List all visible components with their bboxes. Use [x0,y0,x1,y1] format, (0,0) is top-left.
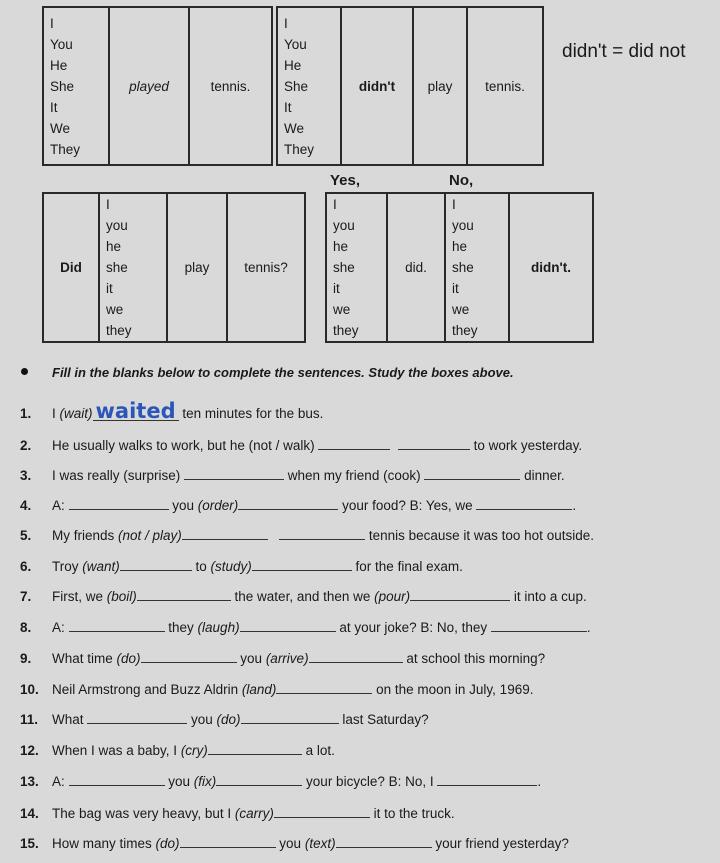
answer-blank[interactable] [318,437,390,450]
answer-blank[interactable] [240,619,336,632]
question-13: 13. A: you (fix) your bicycle? B: No, I . [20,774,542,789]
question-6: 6. Troy (want) to (study) for the final exam. [20,559,463,574]
question-14: 14. The bag was very heavy, but I (carry) it to the truck. [20,806,455,821]
pronoun: they [106,323,132,338]
pronoun: It [50,99,58,115]
pronoun: It [284,99,292,115]
no-pronoun-list [445,193,509,342]
instruction: Fill in the blanks below to complete the sentences. Study the boxes above. [52,365,514,380]
pronoun: she [333,260,355,275]
yes-header: Yes, [330,172,361,189]
pronoun: you [106,218,128,233]
pronoun: you [452,218,474,233]
pronoun: She [284,78,309,94]
pronoun: I [50,15,54,31]
contraction-note: didn't = did not [562,41,686,62]
question-number: 9. [20,651,32,666]
answer-blank[interactable] [216,773,302,786]
answer-blank[interactable] [309,650,403,663]
answer-blank[interactable] [274,805,370,818]
answer-blank[interactable] [69,619,165,632]
verb-cell: play [167,193,227,342]
answer-blank[interactable] [476,497,572,510]
question-number: 5. [20,528,32,543]
pronoun: we [452,302,470,317]
pronoun: they [333,323,359,338]
question-number: 3. [20,468,32,483]
pronoun: We [50,120,71,136]
question-number: 7. [20,589,32,604]
pronoun: I [106,197,110,212]
yes-aux-cell: did. [387,193,445,342]
question-number: 4. [20,498,32,513]
answer-blank[interactable] [398,437,470,450]
pronoun: She [50,78,75,94]
aux-cell: didn't [341,7,413,165]
pronoun: I [333,197,337,212]
question-10: 10. Neil Armstrong and Buzz Aldrin (land) on the moon in July, 1969. [20,682,534,697]
question-9: 9. What time (do) you (arrive) at school this morning? [20,651,546,666]
question-15: 15. How many times (do) you (text) your friend yesterday? [20,836,569,851]
answer-blank[interactable] [137,588,231,601]
answer-blank[interactable] [208,742,302,755]
pronoun: we [333,302,351,317]
question-number: 2. [20,438,32,453]
question-number: 14. [20,806,39,821]
answer-blank[interactable] [69,773,165,786]
pronoun: he [106,239,122,254]
pronoun: I [452,197,456,212]
question-number: 12. [20,743,39,758]
question-12: 12. When I was a baby, I (cry) a lot. [20,743,335,758]
no-header: No, [449,172,474,189]
answer-blank[interactable] [87,711,187,724]
answer-blank[interactable] [252,558,352,571]
pronoun: it [106,281,113,296]
question-number: 8. [20,620,32,635]
question-4: 4. A: you (order) your food? B: Yes, we . [20,498,577,513]
object-cell: tennis. [467,7,543,165]
pronoun: I [284,15,288,31]
answer-blank[interactable] [424,467,520,480]
question-number: 13. [20,774,39,789]
yes-pronoun-list [326,193,387,342]
question-number: 15. [20,836,39,851]
object-cell: tennis. [189,7,272,165]
pronoun: They [50,141,81,157]
question-2: 2. He usually walks to work, but he (not / walk) to work yesterday. [20,438,583,453]
object-cell: tennis? [227,193,305,342]
pronoun: You [284,36,307,52]
answer-blank[interactable] [141,650,237,663]
answer-blank[interactable] [491,619,587,632]
short-answer-table [325,192,594,343]
answer-blank[interactable] [410,588,510,601]
pronoun: He [50,57,68,73]
pronoun-list [99,193,167,342]
answer-blank[interactable] [69,497,169,510]
pronoun: You [50,36,73,52]
pronoun: it [333,281,340,296]
question-11: 11. What you (do) last Saturday? [20,712,429,727]
question-table [42,192,306,343]
pronoun: He [284,57,302,73]
pronoun: you [333,218,355,233]
answer-blank[interactable] [182,527,268,540]
question-number: 1. [20,406,32,421]
answer-blank[interactable] [180,835,276,848]
answer-blank[interactable] [279,527,365,540]
bullet-icon [21,368,28,375]
pronoun-list [277,7,341,165]
pronoun-list [43,7,109,165]
question-3: 3. I was really (surprise) when my friend (cook) dinner. [20,468,565,483]
answer-blank[interactable] [276,681,372,694]
pronoun: it [452,281,459,296]
pronoun: he [452,239,468,254]
verb-cell: played [109,7,189,165]
pronoun: We [284,120,305,136]
answer-blank[interactable] [437,773,537,786]
answer-blank-filled[interactable]: waited [93,402,179,421]
pronoun: he [333,239,349,254]
answer-blank[interactable] [120,558,192,571]
question-7: 7. First, we (boil) the water, and then we (pour) it into a cup. [20,589,587,604]
question-1: 1. I (wait) waited ten minutes for the bus. [20,399,324,423]
question-number: 6. [20,559,32,574]
pronoun: she [452,260,474,275]
affirmative-table [42,6,273,166]
pronoun: she [106,260,128,275]
answer-blank[interactable] [184,467,284,480]
answer-blank[interactable] [238,497,338,510]
answer-blank[interactable] [336,835,432,848]
question-number: 11. [20,712,39,727]
question-8: 8. A: they (laugh) at your joke? B: No, they . [20,620,591,635]
negative-table [276,6,544,166]
pronoun: we [106,302,124,317]
pronoun: They [284,141,315,157]
answer-blank[interactable] [241,711,339,724]
aux-cell: Did [43,193,99,342]
no-aux-cell: didn't. [509,193,593,342]
question-number: 10. [20,682,39,697]
question-5: 5. My friends (not / play) tennis because it was too hot outside. [20,528,594,543]
verb-cell: play [413,7,467,165]
pronoun: they [452,323,478,338]
